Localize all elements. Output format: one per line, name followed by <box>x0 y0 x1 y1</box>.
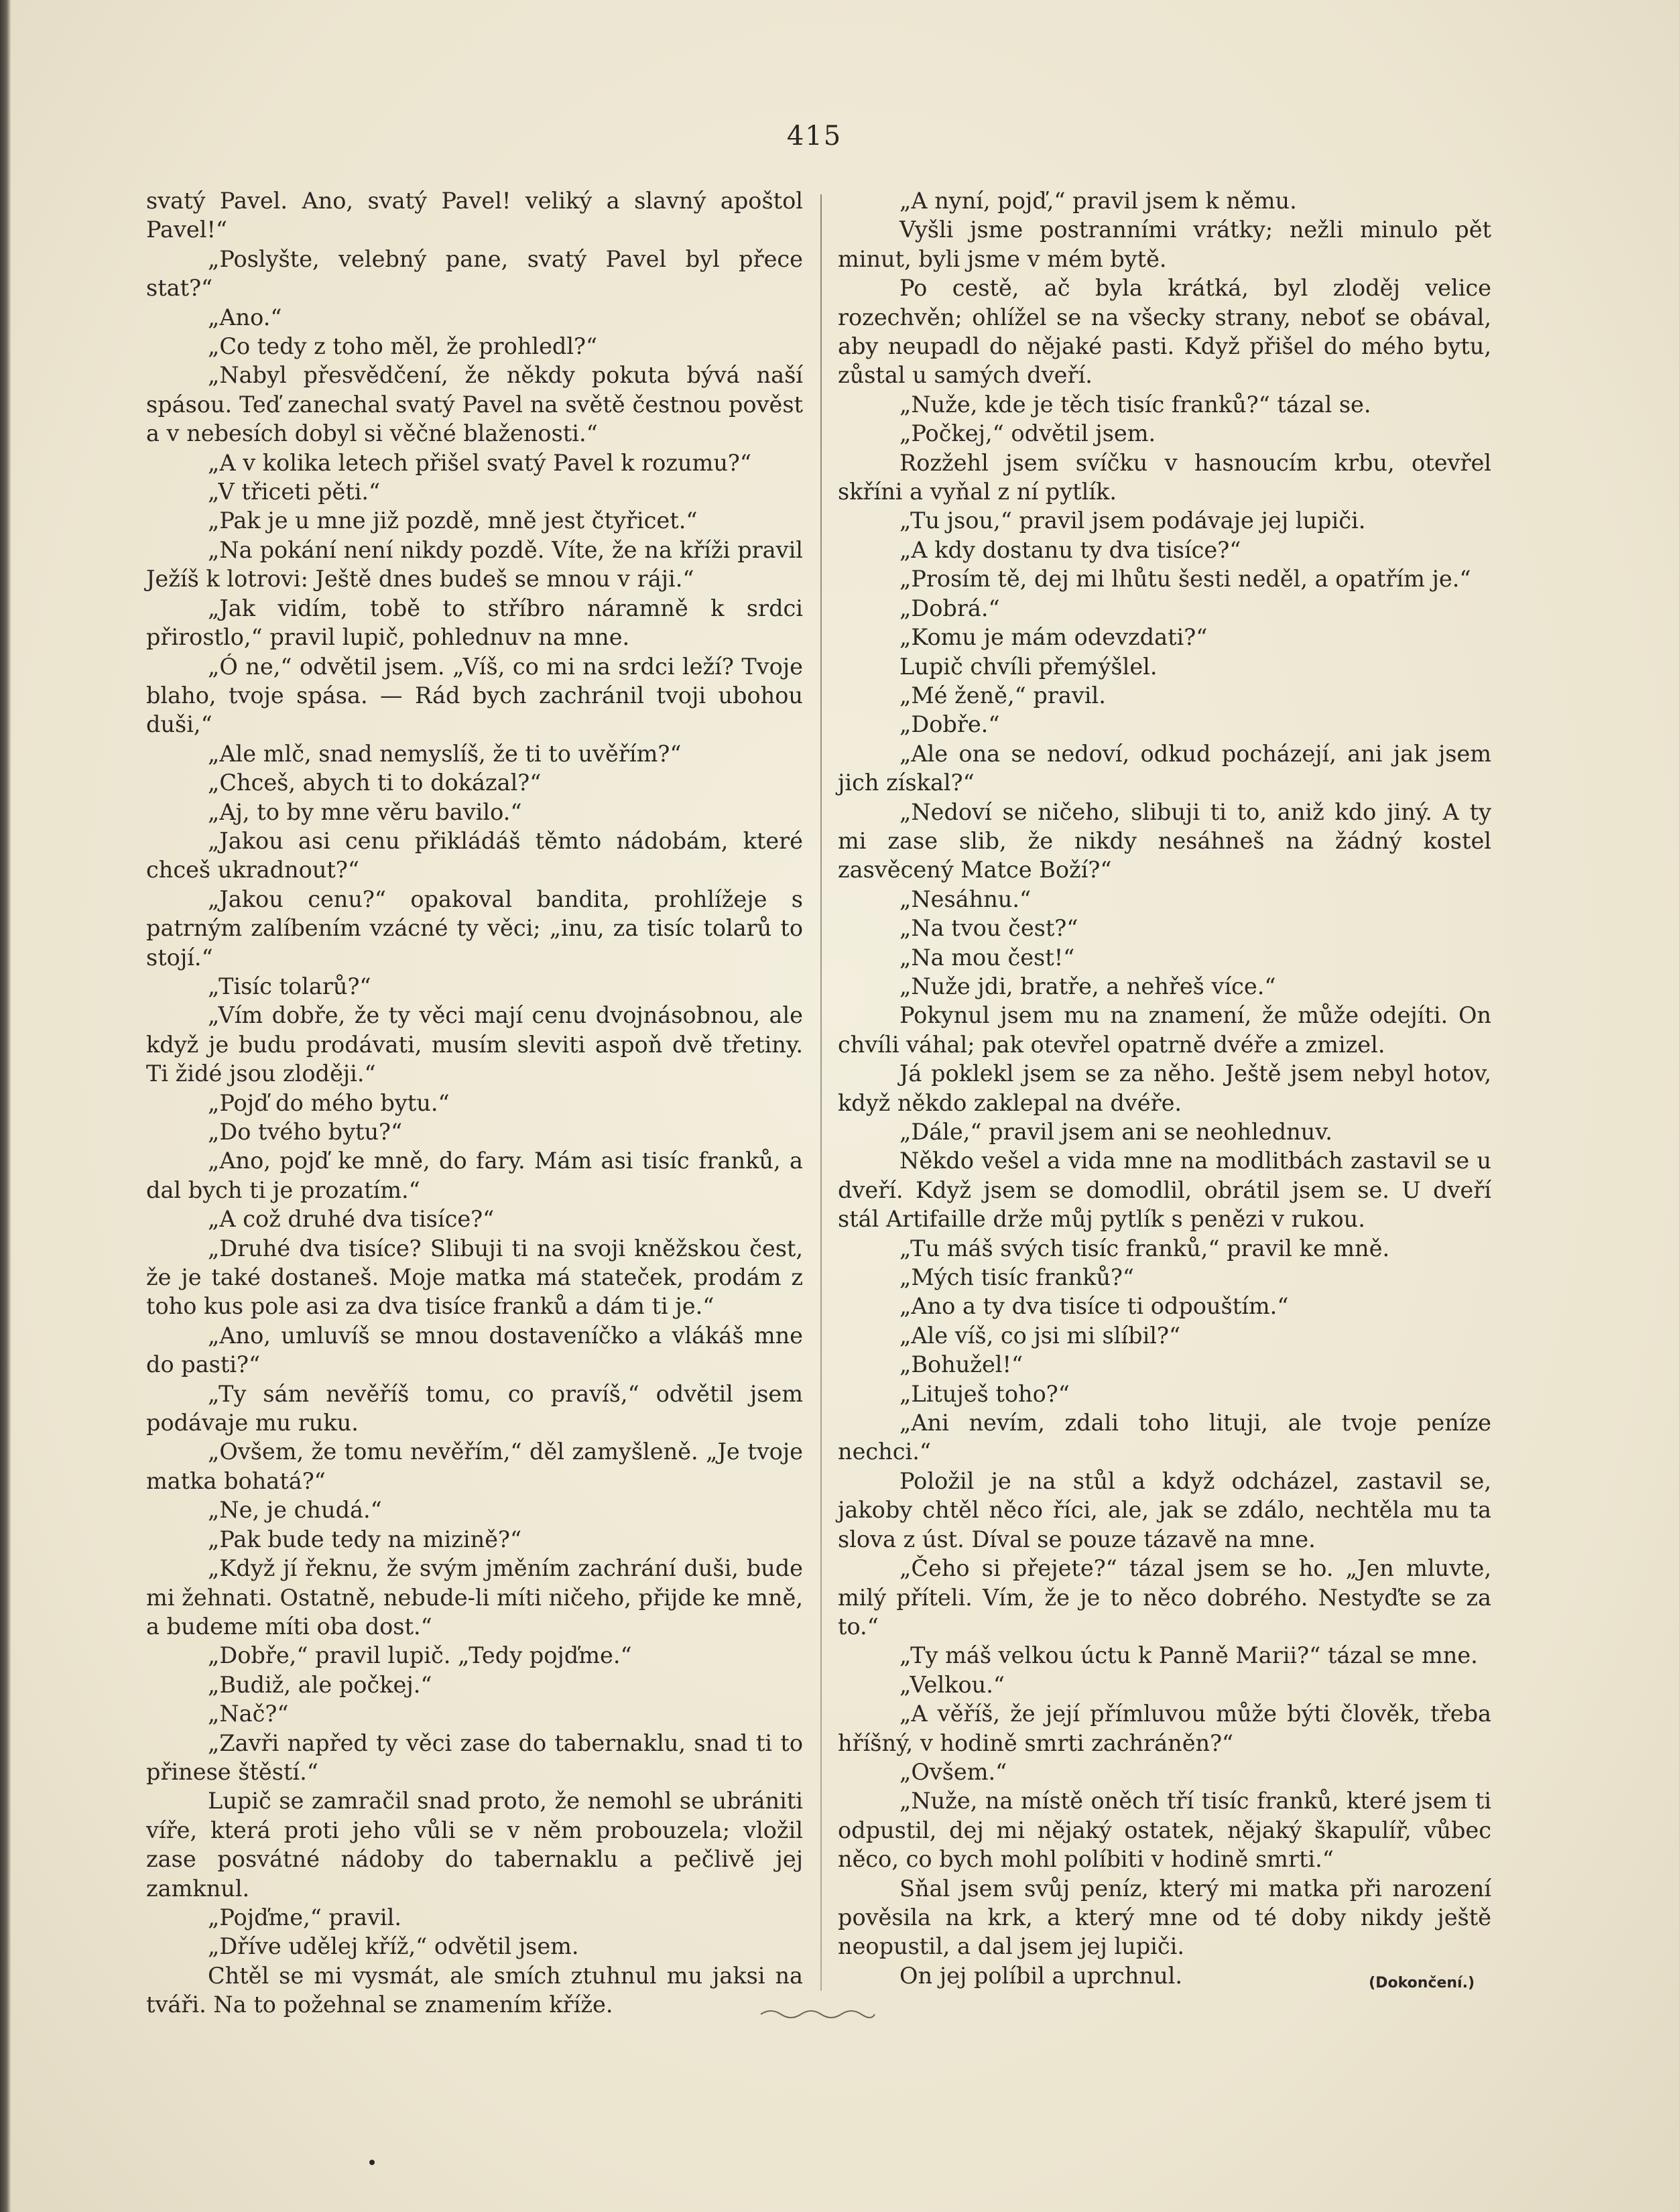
paragraph: Rozžehl jsem svíčku v hasnoucím krbu, otevřel skříni a vyňal z ní pytlík. <box>838 449 1491 505</box>
paragraph: „Pojď do mého bytu.“ <box>208 1089 450 1116</box>
paragraph: „Ovšem.“ <box>899 1758 1007 1785</box>
paragraph: „Jak vidím, tobě to stříbro náramně k srdci přirostlo,“ pravil lupič, pohlednuv na mne. <box>146 595 803 651</box>
paragraph: Položil je na stůl a když odcházel, zastavil se, jakoby chtěl něco říci, ale, jak se zdálo, nechtěla mu ta slova z úst. Díval se pouze tázavě na mne. <box>838 1467 1491 1552</box>
continuation-note: (Dokončení.) <box>1369 1975 1475 1991</box>
column-divider <box>820 194 822 1991</box>
paragraph: „Jakou cenu?“ opakoval bandita, prohlížeje s patrným zalíbením vzácné ty věci; „inu, za tisíc tolarů to stojí.“ <box>146 885 803 971</box>
paragraph: „Pak bude tedy na mizině?“ <box>208 1526 522 1552</box>
paragraph: „Ano, umluvíš se mnou dostaveníčko a vlákáš mne do pasti?“ <box>146 1322 803 1378</box>
paragraph: „Tu máš svých tisíc franků,“ pravil ke mně. <box>899 1235 1390 1262</box>
paragraph: „Na tvou čest?“ <box>899 915 1078 942</box>
paragraph: „Mých tisíc franků?“ <box>899 1264 1134 1291</box>
paragraph: „V třiceti pěti.“ <box>208 479 381 505</box>
paragraph: „Když jí řeknu, že svým jměním zachrání duši, bude mi žehnati. Ostatně, nebude-li míti ničeho, přijde ke mně, a budeme míti oba dost.“ <box>146 1555 803 1640</box>
wavy-ornament-icon <box>757 2004 878 2024</box>
paragraph: „Čeho si přejete?“ tázal jsem se ho. „Jen mluvte, milý příteli. Vím, že je to něco dobrého. Nestyďte se za to.“ <box>838 1555 1491 1640</box>
paragraph: „Nesáhnu.“ <box>899 885 1032 912</box>
paragraph: „Ale mlč, snad nemyslíš, že ti to uvěřím?“ <box>208 740 682 767</box>
paragraph: Chtěl se mi vysmát, ale smích ztuhnul mu jaksi na tváři. Na to požehnal se znamením kříže. <box>146 1962 803 2018</box>
paragraph: „A nyní, pojď,“ pravil jsem k němu. <box>899 188 1297 214</box>
binding-edge <box>0 0 11 2212</box>
paragraph: „Komu je mám odevzdati?“ <box>899 624 1208 651</box>
paragraph: „Pak je u mne již pozdě, mně jest čtyřicet.“ <box>208 507 698 534</box>
left-text-column <box>146 186 803 2020</box>
paragraph: „A v kolika letech přišel svatý Pavel k rozumu?“ <box>208 449 751 476</box>
paragraph: „Ale ona se nedoví, odkud pocházejí, ani jak jsem jich získal?“ <box>838 740 1491 796</box>
paragraph: „Dříve udělej kříž,“ odvětil jsem. <box>208 1933 579 1960</box>
paragraph: „Pojďme,“ pravil. <box>208 1904 401 1930</box>
paragraph: „Jakou asi cenu přikládáš těmto nádobám, které chceš ukradnout?“ <box>146 827 803 883</box>
paragraph: On jej políbil a uprchnul. <box>899 1962 1183 1989</box>
paragraph: „Dále,“ pravil jsem ani se neohlednuv. <box>899 1119 1332 1145</box>
paragraph: „Nač?“ <box>208 1701 289 1727</box>
right-text-column <box>838 186 1491 1990</box>
paragraph: „Mé ženě,“ pravil. <box>899 682 1106 709</box>
paragraph: „Dobře,“ pravil lupič. „Tedy pojďme.“ <box>208 1642 632 1669</box>
paragraph: Někdo vešel a vida mne na modlitbách zastavil se u dveří. Když jsem se domodlil, obrátil jsem se. U dveří stál Artifaille drže můj pytlík s penězi v rukou. <box>838 1148 1491 1233</box>
paragraph: „Ne, je chudá.“ <box>208 1497 382 1524</box>
paragraph: „Vím dobře, že ty věci mají cenu dvojnásobnou, ale když je budu prodávati, musím sleviti aspoň dvě třetiny. Ti židé jsou zloději.“ <box>146 1002 803 1087</box>
paragraph: „Ó ne,“ odvětil jsem. „Víš, co mi na srdci leží? Tvoje blaho, tvoje spása. — Rád bych zachránil tvoji ubohou duši,“ <box>146 653 803 738</box>
paragraph: Sňal jsem svůj peníz, který mi matka při narození pověsila na krk, a který mne od té doby nikdy ještě neopustil, a dal jsem jej lupiči. <box>838 1875 1491 1960</box>
paragraph: „Co tedy z toho měl, že prohledl?“ <box>208 333 598 360</box>
paragraph: „Do tvého bytu?“ <box>208 1119 403 1145</box>
paragraph: „Nuže, kde je těch tisíc franků?“ tázal se. <box>899 391 1371 418</box>
paragraph: „Prosím tě, dej mi lhůtu šesti neděl, a opatřím je.“ <box>899 566 1471 593</box>
paragraph: „Velkou.“ <box>899 1671 1005 1698</box>
paragraph: „Ty máš velkou úctu k Panně Marii?“ tázal se mne. <box>899 1642 1478 1669</box>
paragraph: „A kdy dostanu ty dva tisíce?“ <box>899 536 1241 563</box>
page-number: 415 <box>786 121 843 151</box>
paragraph: Já poklekl jsem se za něho. Ještě jsem nebyl hotov, když někdo zaklepal na dvéře. <box>838 1060 1491 1116</box>
ink-speck <box>369 2160 375 2165</box>
paragraph: „Nabyl přesvědčení, že někdy pokuta bývá naší spásou. Teď zanechal svatý Pavel na světě čestnou pověst a v nebesích dobyl si věčné blaženosti.“ <box>146 362 803 447</box>
paragraph: Lupič chvíli přemýšlel. <box>899 653 1158 680</box>
paragraph: „Druhé dva tisíce? Slibuji ti na svoji kněžskou čest, že je také dostaneš. Moje matka má stateček, prodám z toho kus pole asi za dva tisíce franků a dám ti je.“ <box>146 1235 803 1320</box>
paragraph: „Ani nevím, zdali toho lituji, ale tvoje peníze nechci.“ <box>838 1410 1491 1465</box>
paragraph: „Ovšem, že tomu nevěřím,“ děl zamyšleně. „Je tvoje matka bohatá?“ <box>146 1438 803 1494</box>
paragraph: „Zavři napřed ty věci zase do tabernaklu, snad ti to přinese štěstí.“ <box>146 1729 803 1785</box>
paragraph: „Budiž, ale počkej.“ <box>208 1671 432 1698</box>
paragraph: „Poslyšte, velebný pane, svatý Pavel byl přece stat?“ <box>146 245 803 302</box>
paragraph: „Ano a ty dva tisíce ti odpouštím.“ <box>899 1293 1289 1320</box>
paragraph: „Nuže, na místě oněch tří tisíc franků, které jsem ti odpustil, dej mi nějaký ostatek, nějaký škapulíř, vůbec něco, co bych mohl políbiti v hodině smrti.“ <box>838 1788 1491 1873</box>
paragraph: „Ale víš, co jsi mi slíbil?“ <box>899 1322 1181 1349</box>
paragraph: „Dobře.“ <box>899 711 1000 738</box>
paragraph: „Tisíc tolarů?“ <box>208 973 371 999</box>
paragraph: „Na pokání není nikdy pozdě. Víte, že na kříži pravil Ježíš k lotrovi: Ještě dnes budeš se mnou v ráji.“ <box>146 536 803 593</box>
paragraph: Pokynul jsem mu na znamení, že může odejíti. On chvíli váhal; pak otevřel opatrně dvéře a zmizel. <box>838 1002 1491 1058</box>
paragraph: „Na mou čest!“ <box>899 944 1075 971</box>
paragraph: „Dobrá.“ <box>899 595 1000 621</box>
paragraph: „A což druhé dva tisíce?“ <box>208 1206 495 1233</box>
paragraph: „Ano, pojď ke mně, do fary. Mám asi tisíc franků, a dal bych ti je prozatím.“ <box>146 1148 803 1203</box>
paragraph: „Bohužel!“ <box>899 1351 1023 1378</box>
paragraph: „A věříš, že její přímluvou může býti člověk, třeba hříšný, v hodině smrti zachráněn?“ <box>838 1701 1491 1756</box>
paragraph: „Lituješ toho?“ <box>899 1380 1070 1407</box>
paragraph: „Chceš, abych ti to dokázal?“ <box>208 770 542 796</box>
paragraph: „Ano.“ <box>208 304 282 330</box>
paragraph: „Nuže jdi, bratře, a nehřeš více.“ <box>899 973 1276 999</box>
paragraph: svatý Pavel. Ano, svatý Pavel! veliký a slavný apoštol Pavel!“ <box>146 188 803 243</box>
paragraph: „Počkej,“ odvětil jsem. <box>899 420 1156 447</box>
paragraph: „Ty sám nevěříš tomu, co pravíš,“ odvětil jsem podávaje mu ruku. <box>146 1380 803 1436</box>
paragraph: „Nedoví se ničeho, slibuji ti to, aniž kdo jiný. A ty mi zase slib, že nikdy nesáhneš na žádný kostel zasvěcený Matce Boží?“ <box>838 798 1491 883</box>
paragraph: Vyšli jsme postranními vrátky; nežli minulo pět minut, byli jsme v mém bytě. <box>838 217 1491 272</box>
paragraph: „Aj, to by mne věru bavilo.“ <box>208 798 522 825</box>
paragraph: Lupič se zamračil snad proto, že nemohl se ubrániti víře, která proti jeho vůli se v něm probouzela; vložil zase posvátné nádoby do tabernaklu a pečlivě jej zamknul. <box>146 1788 803 1902</box>
paragraph: Po cestě, ač byla krátká, byl zloděj velice rozechvěn; ohlížel se na všecky strany, neboť se obával, aby neupadl do nějaké pasti. Když přišel do mého bytu, zůstal u samých dveří. <box>838 275 1491 389</box>
paragraph: „Tu jsou,“ pravil jsem podávaje jej lupiči. <box>899 507 1366 534</box>
